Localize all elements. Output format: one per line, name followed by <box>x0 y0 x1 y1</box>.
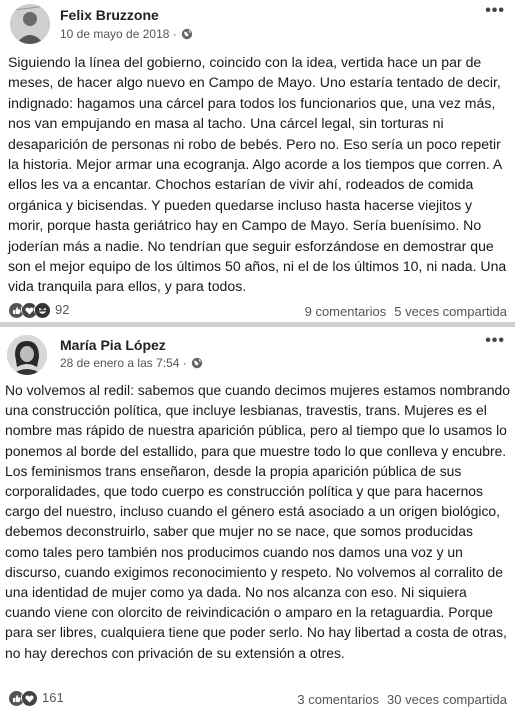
post-text: Siguiendo la línea del gobierno, coincido con la idea, vertida hace un par de meses, de hacer algo nuevo en Campo de Mayo. Uno estaría tentado de decir, indignado: hagamos una cárcel para todos los funcionarios que, una vez más, nos van empujando en masa al tacho. Una cárcel legal, sin torturas ni desaparición de personas ni robo de bebés. Pero no. Eso sería un poco repetir la historia. Mejor armar una ecogranja. Algo acorde a los tiempos que corren. A ellos les va a encantar. Chochos estarían de vivir ahí, rodeados de comida orgánica y bicisendas. Y pueden quedarse incluso hasta hacerse viejitos y morir, porque hasta geriátrico hay en Campo de Mayo. Sería buenísimo. No joderían más a nadie. No tendrían que seguir esforzándose en demostrar que son el mejor equipo de los últimos 50 años, ni el de los últimos 10, ni nada. Una vida tranquila para ellos, y para todos. <box>8 54 507 295</box>
post-date[interactable]: 10 de mayo de 2018 · <box>60 27 177 41</box>
love-reaction-icon <box>21 690 36 705</box>
avatar[interactable] <box>7 335 47 375</box>
comments-count[interactable]: 9 comentarios <box>304 304 387 319</box>
more-options-icon[interactable]: ••• <box>485 2 505 19</box>
post-header <box>0 0 515 50</box>
post-stats <box>305 304 507 319</box>
post-meta <box>60 356 203 370</box>
post-maria-pia-lopez <box>0 327 515 713</box>
reactions-summary[interactable] <box>8 690 64 705</box>
reaction-count: 161 <box>42 690 64 705</box>
post-date[interactable]: 28 de enero a las 7:54 · <box>60 356 187 370</box>
post-header <box>0 327 515 377</box>
post-meta <box>60 27 193 41</box>
reactions-summary[interactable] <box>8 302 69 317</box>
globe-icon <box>181 28 193 40</box>
author-name[interactable]: Felix Bruzzone <box>60 7 159 23</box>
globe-icon <box>191 357 203 369</box>
more-options-icon[interactable]: ••• <box>485 332 505 349</box>
avatar[interactable] <box>10 4 50 44</box>
reaction-count: 92 <box>55 302 70 317</box>
author-name[interactable]: María Pia López <box>60 337 166 353</box>
post-felix-bruzzone <box>0 0 515 327</box>
post-text: No volvemos al redil: sabemos que cuando decimos mujeres estamos nombrando una construcción política, que incluye lesbianas, travestis, trans. Mujeres es el nombre mas rápido de nuestra aparición pública, pero al tiempo que lo usamos lo ponemos al borde del estallido, para que muestre todo lo que conlleva y encubre. Los feminismos trans enseñaron, desde la propia aparición pública de sus corporalidades, que todo cuerpo es construcción política y que para hacernos cargo del nuestro, incluso cuando el género está asociado a un origen biológico, debemos deconstruirlo, saber que mujer no se nace, que somos producidas como tales pero también nos producimos cuando nos damos una voz y un discurso, cuando exigimos reconocimiento y respeto. No volvemos al corralito de una identidad de mujer como ya dada. No nos alcanza con eso. Ni siquiera cuando viene con olorcito de reivindicación o amparo en la retaguardia. Porque para ser libres, cualquiera tiene que poder serlo. No hay libertad a costa de otras, no hay derechos con privación de su extensión a otres. <box>5 382 510 661</box>
haha-reaction-icon <box>34 302 49 317</box>
comments-count[interactable]: 3 comentarios <box>297 692 380 707</box>
post-stats <box>297 692 507 707</box>
shares-count[interactable]: 30 veces compartida <box>387 692 507 707</box>
shares-count[interactable]: 5 veces compartida <box>394 304 507 319</box>
